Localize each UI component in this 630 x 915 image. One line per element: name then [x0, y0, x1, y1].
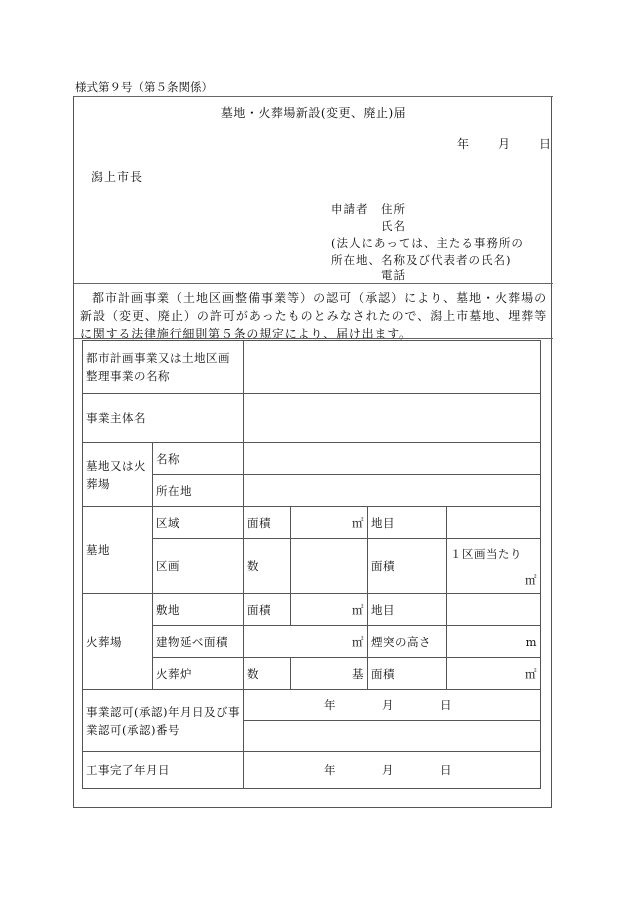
section-divider: [74, 283, 553, 284]
crematorium-label: 火葬場: [83, 594, 153, 690]
facility-name-field[interactable]: [244, 443, 541, 475]
applicant-phone-label: 電話: [381, 268, 406, 282]
project-name-label: 都市計画事業又は土地区画整理事業の名称: [83, 341, 244, 394]
crematorium-land-category-label: 地目: [368, 594, 447, 626]
crematorium-site-label: 敷地: [153, 594, 244, 626]
completion-date-field[interactable]: [244, 752, 541, 789]
completion-date-day: 日: [440, 763, 452, 777]
applicant-note-line2: 所在地、名称及び代表者の氏名): [331, 253, 512, 267]
applicant-name-label: 氏名: [381, 219, 406, 233]
completion-date-year: 年: [324, 763, 336, 777]
table-top-rule: [74, 338, 553, 339]
furnace-count-label: 数: [244, 658, 291, 690]
sqm-unit: ㎡: [525, 573, 537, 587]
chimney-height-label: 煙突の高さ: [368, 626, 447, 658]
form-number: 様式第９号（第５条関係）: [75, 80, 213, 94]
facility-label: 墓地又は火葬場: [83, 443, 153, 507]
body-text: [74, 289, 553, 343]
cemetery-plot-label: 区画: [153, 539, 244, 594]
chimney-height-field[interactable]: [447, 626, 541, 658]
top-inner-rule: [74, 96, 553, 97]
body-paragraph: 都市計画事業（土地区画整備事業等）の認可（承認）により、墓地・火葬場の新設（変更、廃止）の許可があったものとみなされたので、潟上市墓地、埋葬等に関する法律施行細則第５条の規定により、届け出ます。: [80, 291, 547, 341]
details-table: [82, 340, 541, 789]
cemetery-zone-area-label: 面積: [244, 507, 291, 539]
facility-location-field[interactable]: [244, 475, 541, 507]
approval-date-year: 年: [324, 698, 336, 712]
m-unit: m: [525, 634, 537, 649]
crematorium-land-category-field[interactable]: [447, 594, 541, 626]
cemetery-land-category-label: 地目: [368, 507, 447, 539]
date-year-label: 年: [457, 137, 470, 151]
date-day-label: 日: [539, 137, 552, 151]
facility-location-label: 所在地: [153, 475, 244, 507]
cemetery-land-category-field[interactable]: [447, 507, 541, 539]
cemetery-plot-count-field[interactable]: [291, 539, 368, 594]
cemetery-plot-count-label: 数: [244, 539, 291, 594]
furnace-count-field[interactable]: [291, 658, 368, 690]
ki-unit: 基: [352, 666, 364, 681]
applicant-note-line1: (法人にあっては、主たる事務所の: [331, 236, 524, 250]
approval-number-field[interactable]: [244, 721, 541, 752]
cemetery-zone-label: 区域: [153, 507, 244, 539]
approval-label: 事業認可(承認)年月日及び事業認可(承認)番号: [83, 690, 244, 752]
floor-area-field[interactable]: [244, 626, 368, 658]
project-owner-field[interactable]: [244, 394, 541, 443]
cemetery-label: 墓地: [83, 507, 153, 594]
footer-strip: [73, 788, 552, 808]
cemetery-zone-area-field[interactable]: [291, 507, 368, 539]
furnace-area-label: 面積: [368, 658, 447, 690]
furnace-label: 火葬炉: [153, 658, 244, 690]
facility-name-label: 名称: [153, 443, 244, 475]
applicant-address-label: 申請者 住所: [331, 202, 406, 216]
approval-date-day: 日: [440, 698, 452, 712]
floor-area-label: 建物延べ面積: [153, 626, 244, 658]
crematorium-site-area-field[interactable]: [291, 594, 368, 626]
cemetery-plot-area-label: 面積: [368, 539, 447, 594]
project-owner-label: 事業主体名: [83, 394, 244, 443]
approval-date-month: 月: [382, 698, 394, 712]
sqm-unit: ㎡: [352, 515, 364, 530]
sqm-unit: ㎡: [525, 666, 537, 681]
sqm-unit: ㎡: [352, 602, 364, 617]
right-margin-strip: [540, 340, 552, 788]
completion-date-month: 月: [382, 763, 394, 777]
per-plot-label: １区画当たり: [450, 547, 522, 561]
addressee: 潟上市長: [91, 170, 144, 184]
cemetery-per-plot-field[interactable]: [447, 539, 541, 594]
sqm-unit: ㎡: [352, 634, 364, 649]
completion-date-label: 工事完了年月日: [83, 752, 244, 789]
crematorium-site-area-label: 面積: [244, 594, 291, 626]
date-month-label: 月: [498, 137, 511, 151]
form-title: 墓地・火葬場新設(変更、廃止)届: [220, 106, 407, 120]
furnace-area-field[interactable]: [447, 658, 541, 690]
project-name-field[interactable]: [244, 341, 541, 394]
approval-date-field[interactable]: [244, 690, 541, 721]
